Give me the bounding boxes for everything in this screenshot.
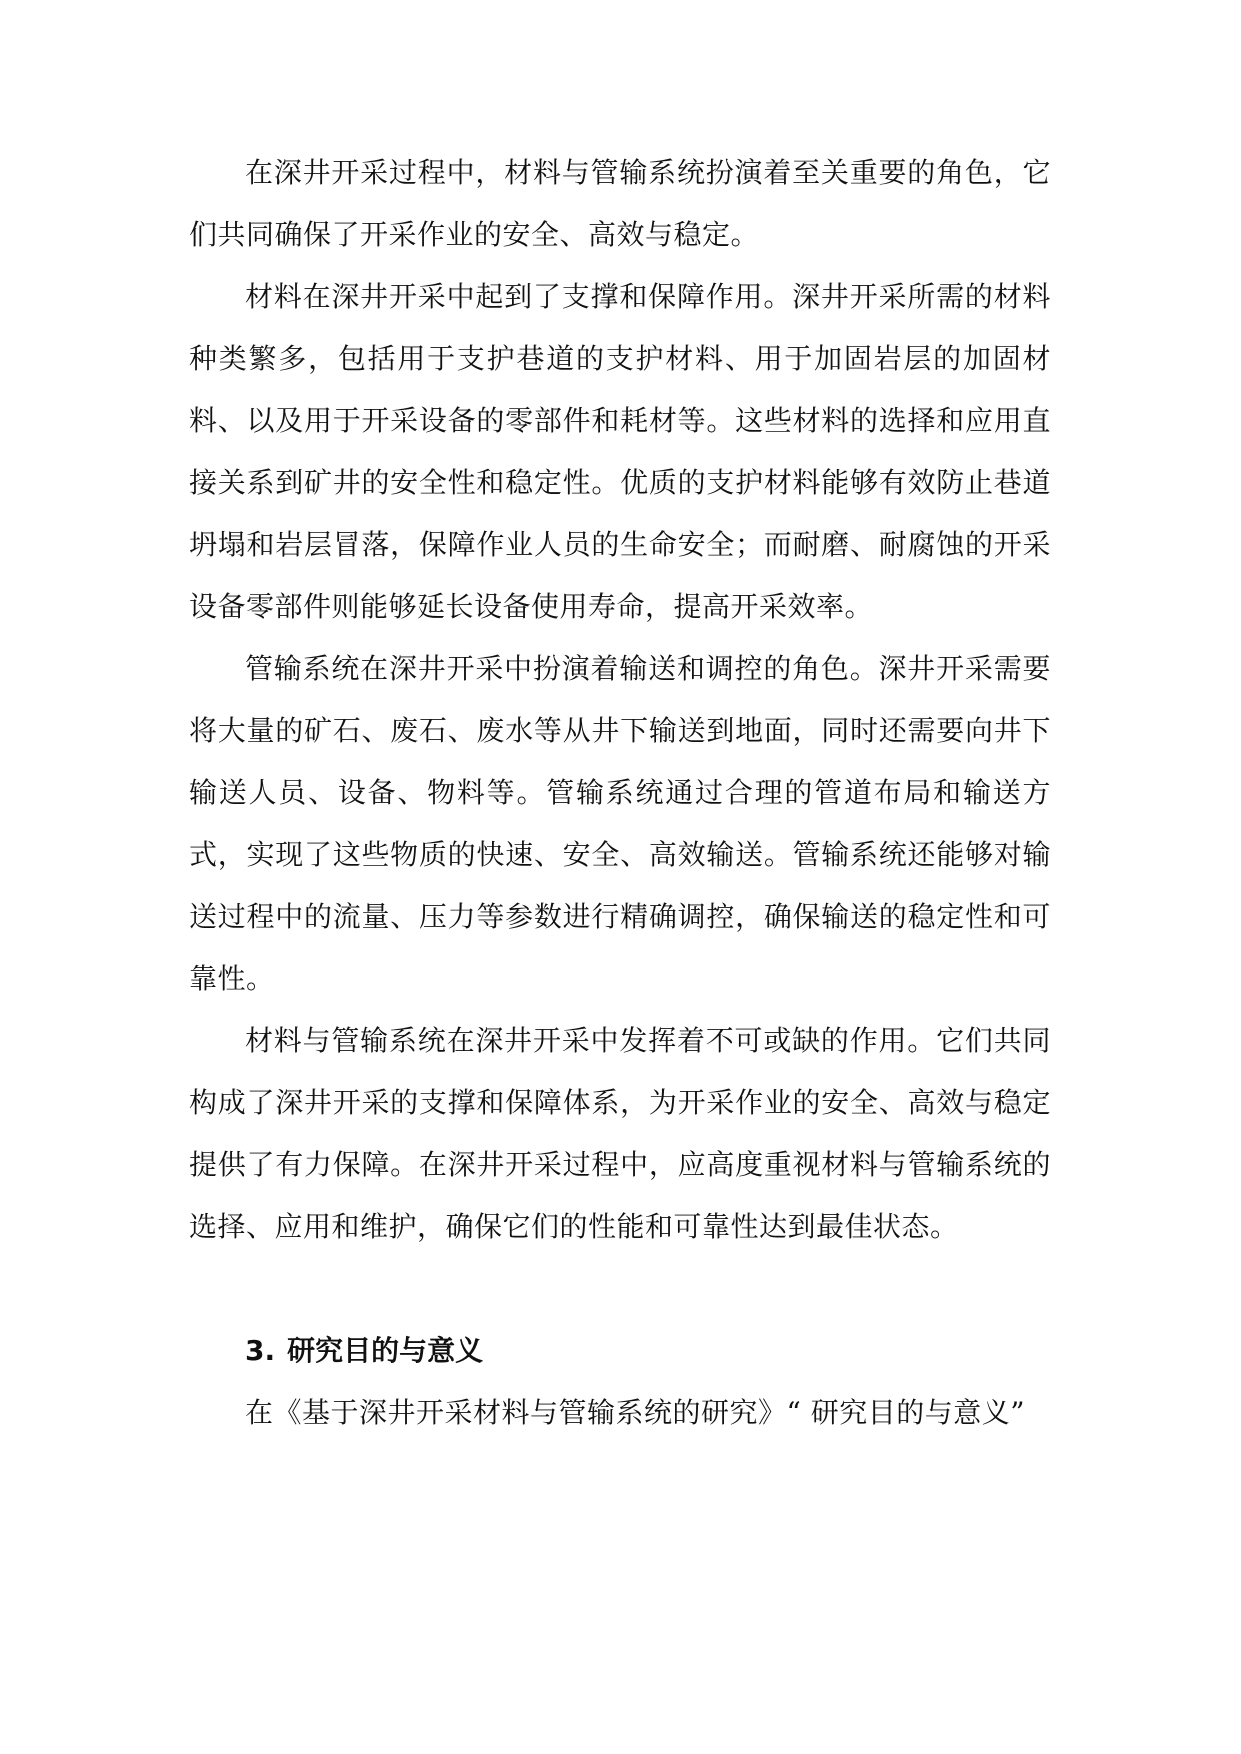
section-title: 研究目的与意义 — [287, 1334, 484, 1367]
paragraph-section-start: 在《基于深井开采材料与管输系统的研究》“ 研究目的与意义” — [245, 1396, 1026, 1429]
section-heading — [189, 1320, 1051, 1382]
paragraph-materials: 材料在深井开采中起到了支撑和保障作用。深井开采所需的材料种类繁多，包括用于支护巷道的支护材料、用于加固岩层的加固材料、以及用于开采设备的零部件和耗材等。这些材料的选择和应用直接关系到矿井的安全性和稳定性。优质的支护材料能够有效防止巷道坍塌和岩层冒落，保障作业人员的生命安全；而耐磨、耐腐蚀的开采设备零部件则能够延长设备使用寿命，提高开采效率。 — [189, 280, 1051, 623]
document-body — [189, 142, 1051, 1444]
section-number: 3. — [245, 1334, 276, 1367]
paragraph-summary: 材料与管输系统在深井开采中发挥着不可或缺的作用。它们共同构成了深井开采的支撑和保障体系，为开采作业的安全、高效与稳定提供了有力保障。在深井开采过程中，应高度重视材料与管输系统的选择、应用和维护，确保它们的性能和可靠性达到最佳状态。 — [189, 1024, 1051, 1243]
paragraph-pipeline: 管输系统在深井开采中扮演着输送和调控的角色。深井开采需要将大量的矿石、废石、废水等从井下输送到地面，同时还需要向井下输送人员、设备、物料等。管输系统通过合理的管道布局和输送方式，实现了这些物质的快速、安全、高效输送。管输系统还能够对输送过程中的流量、压力等参数进行精确调控，确保输送的稳定性和可靠性。 — [189, 652, 1051, 995]
paragraph-intro: 在深井开采过程中，材料与管输系统扮演着至关重要的角色，它们共同确保了开采作业的安全、高效与稳定。 — [189, 156, 1051, 251]
